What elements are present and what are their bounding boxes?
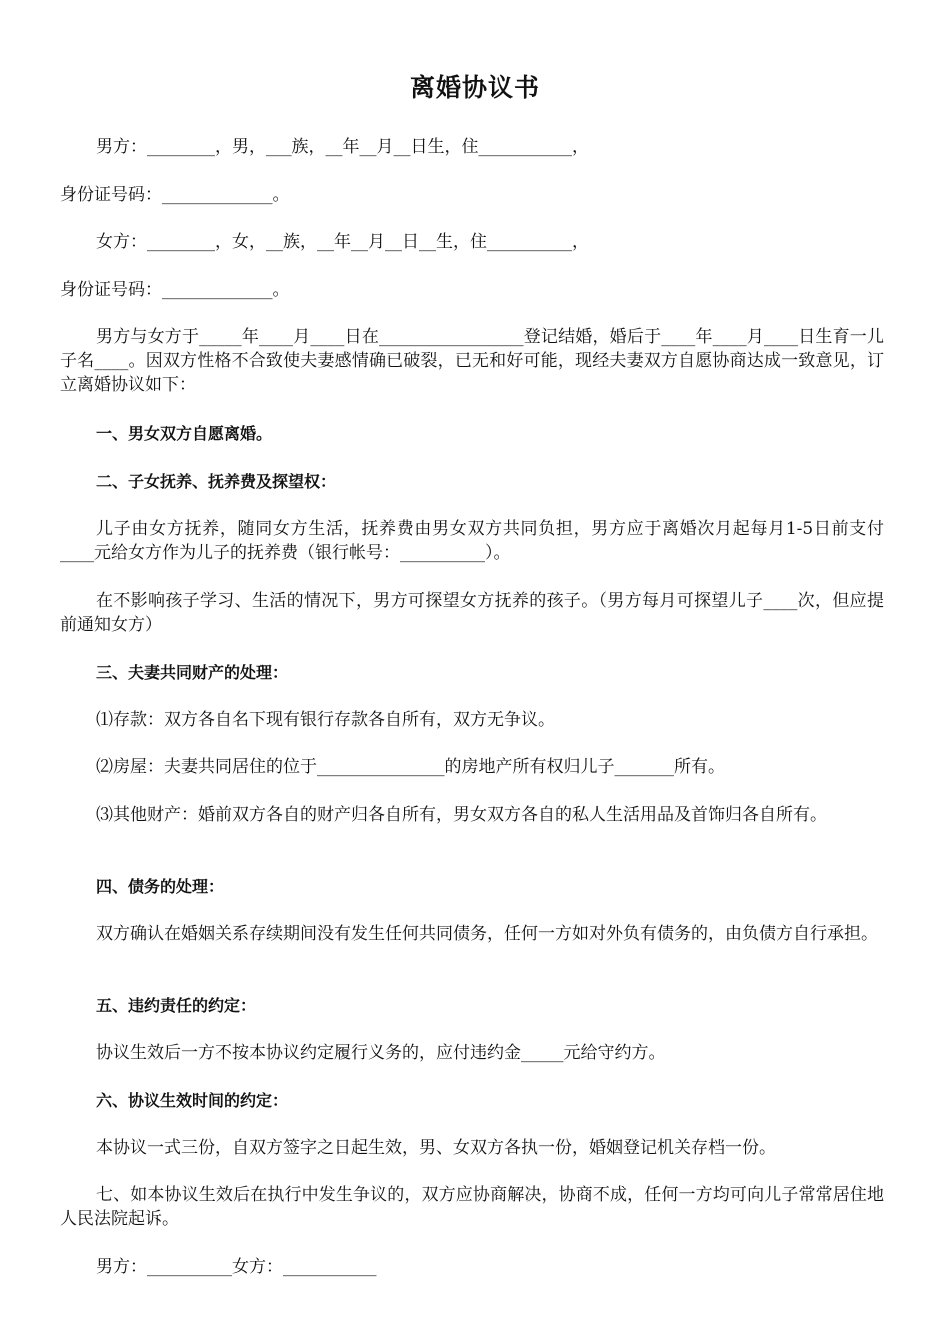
- wife-info: 女方：________，女，__族，__年__月__日__生，住__________，: [96, 232, 589, 252]
- debt-paragraph: 双方确认在婚姻关系存续期间没有发生任何共同债务，任何一方如对外负有债务的，由负债方自行承担。: [96, 924, 878, 944]
- wife-id-number: 身份证号码：_____________。: [60, 280, 290, 300]
- section-heading-2: 二、子女抚养、抚养费及探望权：: [96, 472, 337, 491]
- section-heading-1: 一、男女双方自愿离婚。: [96, 424, 273, 443]
- child-custody-paragraph: 儿子由女方抚养，随同女方生活，抚养费由男女双方共同负担，男方应于离婚次月起每月1-5日前支付____元给女方作为儿子的抚养费（银行帐号：__________）。: [60, 519, 884, 563]
- property-other: ⑶其他财产：婚前双方各自的财产归各自所有，男女双方各自的私人生活用品及首饰归各自所有。: [96, 805, 827, 825]
- section-heading-3: 三、夫妻共同财产的处理：: [96, 663, 289, 682]
- signature-line: 男方：__________女方：___________: [96, 1257, 377, 1277]
- section-heading-4: 四、债务的处理：: [96, 877, 225, 896]
- marriage-background-paragraph: 男方与女方于_____年____月____日在_________________登记结婚，婚后于____年____月____日生育一儿子名____。因双方性格不合致使夫妻感情确已破裂，已无和好可能，现经夫妻双方自愿协商达成一致意见，订立离婚协议如下：: [60, 327, 884, 395]
- property-house: ⑵房屋：夫妻共同居住的位于_______________的房地产所有权归儿子_______所有。: [96, 757, 725, 777]
- dispute-paragraph: 七、如本协议生效后在执行中发生争议的，双方应协商解决，协商不成，任何一方均可向儿子常常居住地人民法院起诉。: [60, 1185, 884, 1229]
- husband-id-number: 身份证号码：_____________。: [60, 185, 290, 205]
- section-heading-6: 六、协议生效时间的约定：: [96, 1091, 289, 1110]
- visitation-paragraph: 在不影响孩子学习、生活的情况下，男方可探望女方抚养的孩子。（男方每月可探望儿子____次，但应提前通知女方）: [60, 591, 884, 635]
- property-deposits: ⑴存款：双方各自名下现有银行存款各自所有，双方无争议。: [96, 710, 555, 730]
- section-heading-5: 五、违约责任的约定：: [96, 996, 257, 1015]
- breach-paragraph: 协议生效后一方不按本协议约定履行义务的，应付违约金_____元给守约方。: [96, 1043, 666, 1063]
- husband-info: 男方：________，男，___族，__年__月__日生，住___________，: [96, 137, 589, 157]
- effective-paragraph: 本协议一式三份，自双方签字之日起生效，男、女双方各执一份，婚姻登记机关存档一份。: [96, 1138, 776, 1158]
- document-title: 离婚协议书: [409, 73, 540, 102]
